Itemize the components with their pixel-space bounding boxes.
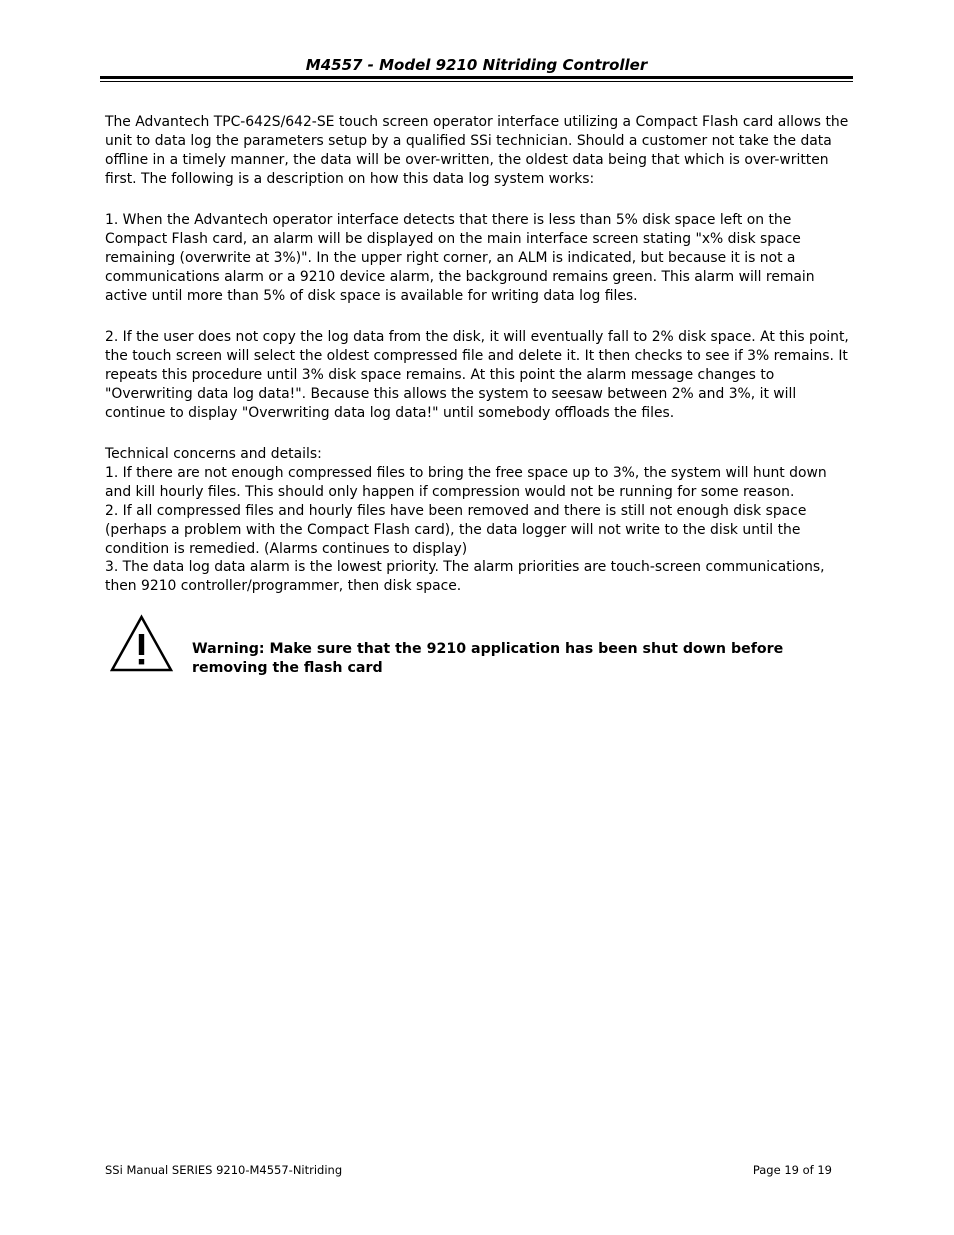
page-header-title: M4557 - Model 9210 Nitriding Controller bbox=[305, 56, 648, 74]
header-divider bbox=[100, 76, 853, 82]
technical-item-3: 3. The data log data alarm is the lowest priority. The alarm priorities are touch-screen communications, then 9210 controller/programmer, then disk space. bbox=[105, 559, 825, 595]
footer-manual-title: SSi Manual SERIES 9210-M4557-Nitriding bbox=[105, 1163, 343, 1177]
point-2-text: 2. If the user does not copy the log data from the disk, it will eventually fall to 2% disk space. At this point, the touch screen will select the oldest compressed file and delete it. It then checks to see if 3% remains. It repeats this procedure until 3% disk space remains. At this point the alarm message changes to "Overwriting data log data!". Because this allows the system to seesaw between 2% and 3%, it will continue to display "Overwriting data log data!" until somebody offloads the files. bbox=[105, 329, 849, 421]
point-1-text: 1. When the Advantech operator interface detects that there is less than 5% disk space left on the Compact Flash card, an alarm will be displayed on the main interface screen stating "x% disk space remaining (overwrite at 3%)". In the upper right corner, an ALM is indicated, but because it is not a communications alarm or a 9210 device alarm, the background remains green. This alarm will remain active until more than 5% of disk space is available for writing data log files. bbox=[105, 212, 815, 304]
technical-item-2: 2. If all compressed files and hourly files have been removed and there is still not enough disk space (perhaps a problem with the Compact Flash card), the data logger will not write to the disk until the condition is remedied. (Alarms continues to display) bbox=[105, 502, 807, 557]
intro-paragraph bbox=[105, 113, 850, 189]
technical-item-1: 1. If there are not enough compressed files to bring the free space up to 3%, the system will hunt down and kill hourly files. This should only happen if compression would not be running for some reason. bbox=[105, 464, 827, 500]
intro-text: The Advantech TPC-642S/642-SE touch screen operator interface utilizing a Compact Flash card allows the unit to data log the parameters setup by a qualified SSi technician. Should a customer not take the data offline in a timely manner, the data will be over-written, the oldest data being that which is over-written first. The following is a description on how this data log system works: bbox=[105, 114, 849, 187]
technical-heading: Technical concerns and details: bbox=[105, 446, 322, 462]
warning-message: Warning: Make sure that the 9210 application has been shut down before removing the flash card bbox=[192, 641, 784, 676]
point-1-paragraph bbox=[105, 211, 850, 306]
technical-section bbox=[105, 445, 850, 596]
warning-triangle-icon bbox=[110, 614, 173, 672]
footer-page-number: Page 19 of 19 bbox=[752, 1163, 832, 1177]
point-2-paragraph bbox=[105, 328, 850, 423]
